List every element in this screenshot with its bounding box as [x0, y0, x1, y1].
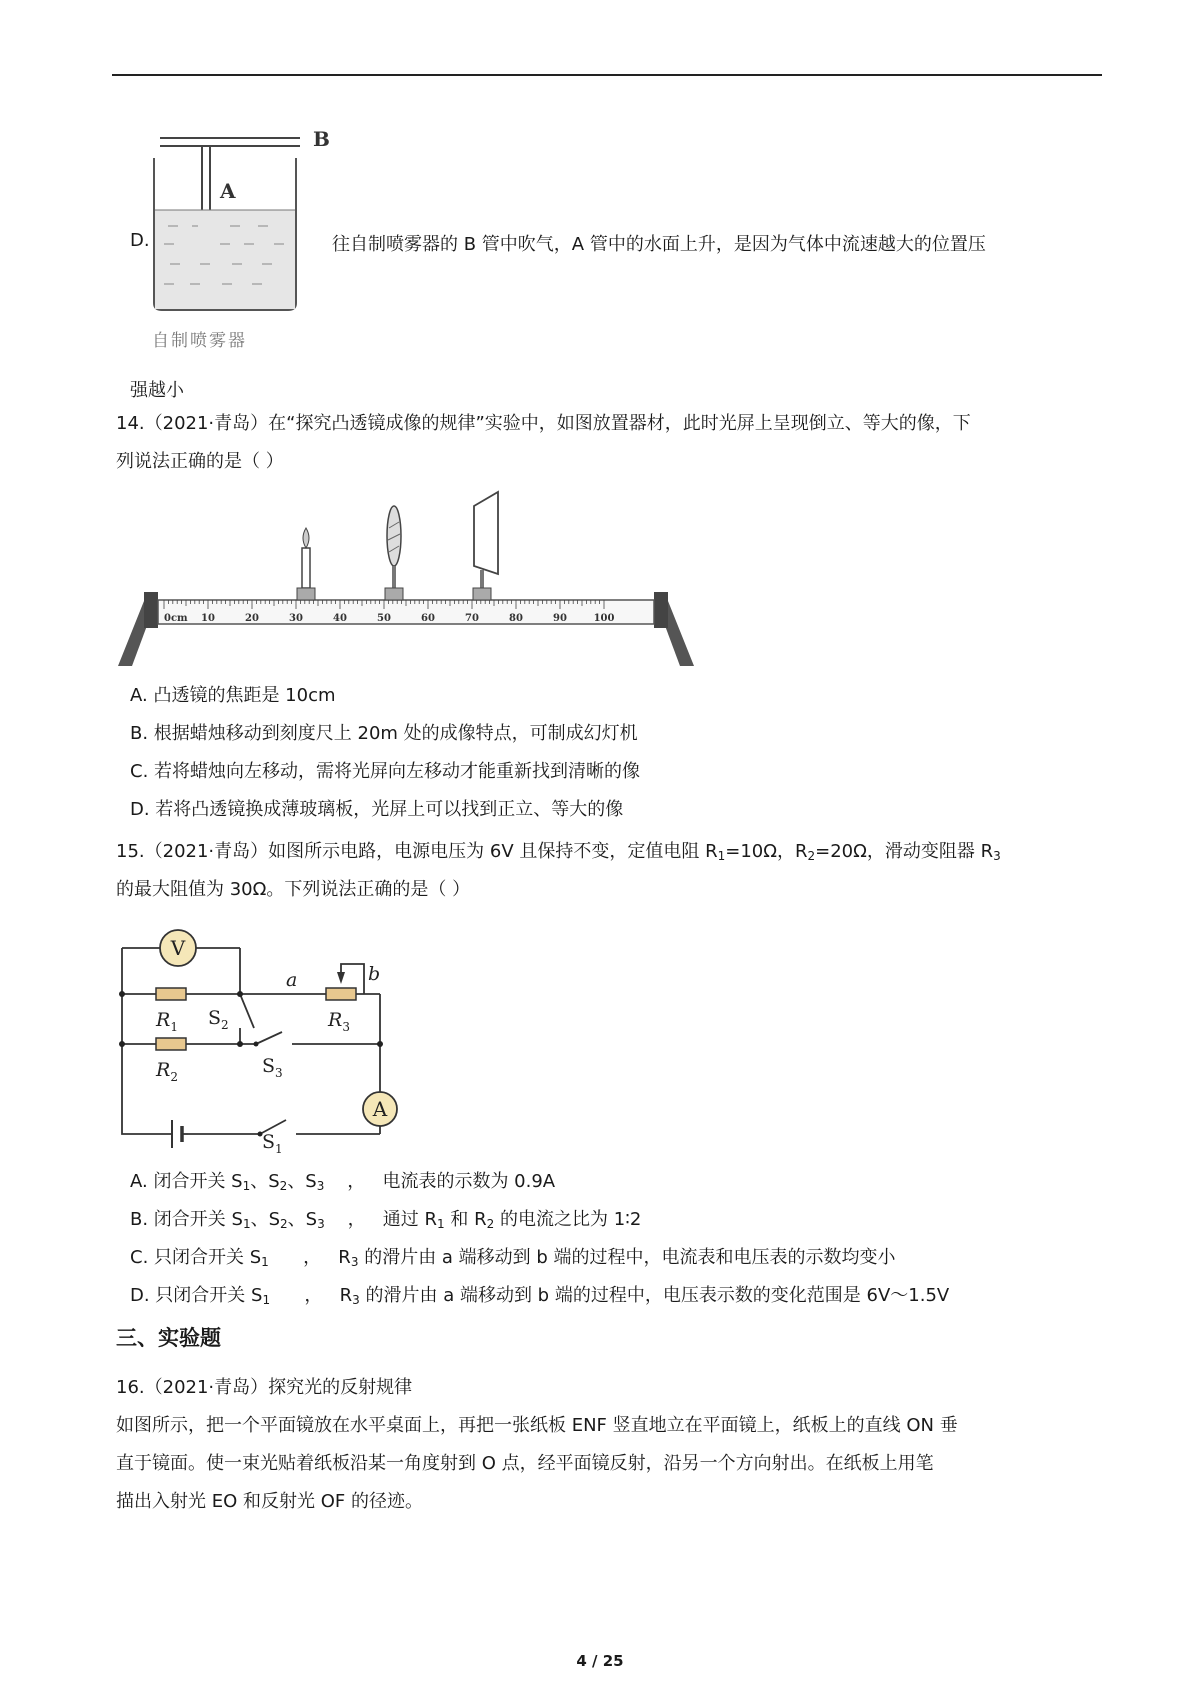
- q14-option-c: C. 若将蜡烛向左移动，需将光屏向左移动才能重新找到清晰的像: [130, 761, 641, 782]
- r1-label: $R_1$: [156, 1009, 178, 1034]
- r2-label: $R_2$: [156, 1059, 178, 1084]
- q16-title: 16.（2021·青岛）探究光的反射规律: [116, 1377, 413, 1398]
- candle: [297, 528, 315, 600]
- q13-option-d-continued: 强越小: [130, 380, 184, 401]
- q14-stem-line2: 列说法正确的是（ ）: [116, 451, 284, 472]
- ruler-tick-label: 70: [465, 613, 479, 624]
- s1-label: $S_1$: [262, 1131, 283, 1154]
- r3-label: $R_3$: [328, 1009, 350, 1034]
- bench-left-block: [144, 592, 158, 628]
- r3-rheostat: [326, 988, 356, 1000]
- r2-resistor: [156, 1038, 186, 1050]
- ammeter-label: A: [372, 1097, 388, 1121]
- ruler-tick-label: 40: [333, 613, 347, 624]
- page-number: 4 / 25: [576, 1652, 624, 1670]
- terminal-b-label: b: [368, 963, 381, 985]
- q14-option-a: A. 凸透镜的焦距是 10cm: [130, 685, 336, 706]
- light-screen: [473, 492, 498, 600]
- r1-resistor: [156, 988, 186, 1000]
- s2-label: $S_2$: [208, 1007, 229, 1032]
- slider-arrow: [337, 972, 345, 984]
- water: [155, 210, 295, 309]
- ruler-tick-label: 60: [421, 613, 435, 624]
- q15-option-d: D. 只闭合开关 $S_1$ ， $R_3$ 的滑片由 a 端移动到 b 端的过程中，电压表示数的变化范围是 6V～1.5V: [130, 1285, 950, 1307]
- optical-bench-figure: [118, 488, 698, 668]
- header-rule: [112, 74, 1102, 76]
- lens: [385, 506, 403, 600]
- q15-stem-line1: 15.（2021·青岛）如图所示电路，电源电压为 6V 且保持不变，定值电阻 $R_1=10\Omega$，$R_2=20\Omega$，滑动变阻器 $R_3$: [116, 841, 1001, 863]
- ruler-tick-label: 0cm: [164, 613, 188, 624]
- q14-option-d: D. 若将凸透镜换成薄玻璃板，光屏上可以找到正立、等大的像: [130, 799, 624, 820]
- voltmeter-label: V: [170, 936, 186, 960]
- q13-option-d-letter: D.: [130, 230, 150, 251]
- ruler-tick-label: 50: [377, 613, 391, 624]
- label-a: A: [220, 179, 236, 203]
- q15-stem-line2: 的最大阻值为 30Ω。下列说法正确的是（ ）: [116, 879, 471, 900]
- q15-option-a: A. 闭合开关 $S_1$、$S_2$、$S_3$ ， 电流表的示数为 0.9A: [130, 1171, 556, 1193]
- ruler-tick-label: 90: [553, 613, 567, 624]
- label-b: B: [313, 127, 330, 151]
- q14-stem-line1: 14.（2021·青岛）在“探究凸透镜成像的规律”实验中，如图放置器材，此时光屏上呈现倒立、等大的像，下: [116, 413, 971, 434]
- section-title: 三、实验题: [116, 1326, 221, 1350]
- q16-paragraph-line2: 直于镜面。使一束光贴着纸板沿某一角度射到 O 点，经平面镜反射，沿另一个方向射出。在纸板上用笔: [116, 1453, 934, 1474]
- s3-label: $S_3$: [262, 1055, 283, 1080]
- ruler-tick-label: 30: [289, 613, 303, 624]
- ruler-tick-label: 10: [201, 613, 215, 624]
- bench-right-block: [654, 592, 668, 628]
- ruler-tick-label: 80: [509, 613, 523, 624]
- terminal-a-label: a: [286, 969, 298, 991]
- q13-option-d-text: 往自制喷雾器的 B 管中吹气，A 管中的水面上升，是因为气体中流速越大的位置压: [332, 234, 986, 255]
- q15-option-c: C. 只闭合开关 $S_1$ ， $R_3$ 的滑片由 a 端移动到 b 端的过程中，电流表和电压表的示数均变小: [130, 1247, 896, 1269]
- q16-paragraph-line1: 如图所示，把一个平面镜放在水平桌面上，再把一张纸板 ENF 竖直地立在平面镜上，纸板上的直线 ON 垂: [116, 1415, 958, 1436]
- sprayer-caption-text: 自制喷雾器: [152, 331, 247, 351]
- q15-option-b: B. 闭合开关 $S_1$、$S_2$、$S_3$ ， 通过 $R_1$ 和 $R_2$ 的电流之比为 1∶2: [130, 1209, 642, 1231]
- q16-paragraph-line3: 描出入射光 EO 和反射光 OF 的径迹。: [116, 1491, 423, 1512]
- sprayer-figure: [140, 118, 340, 358]
- ruler-tick-label: 100: [593, 613, 615, 624]
- q14-option-b: B. 根据蜡烛移动到刻度尺上 20m 处的成像特点，可制成幻灯机: [130, 723, 638, 744]
- circuit-diagram: [112, 914, 412, 1154]
- ruler-tick-label: 20: [245, 613, 259, 624]
